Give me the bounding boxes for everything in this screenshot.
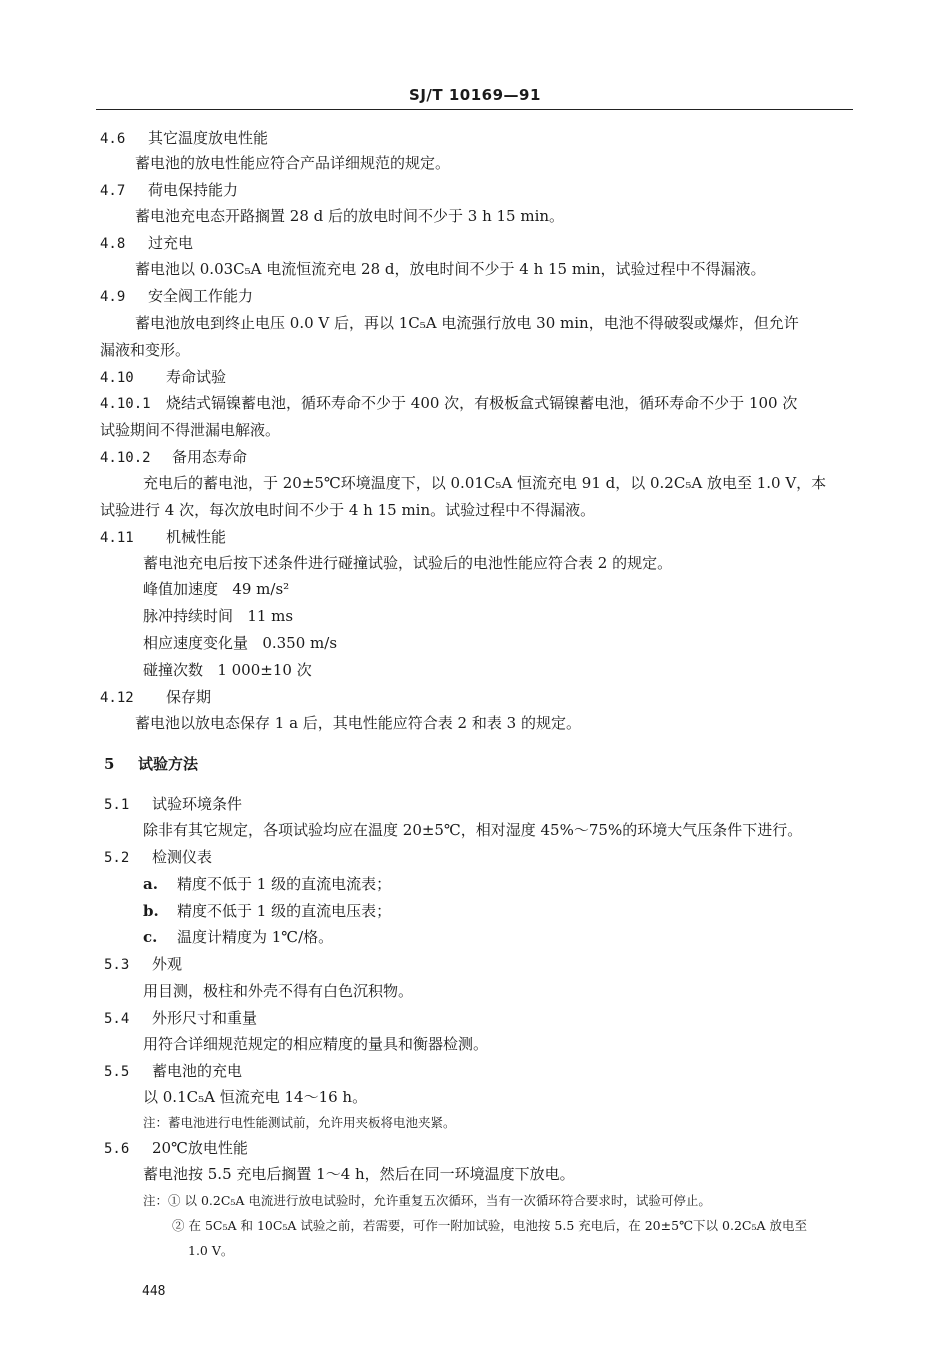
section-4-8-heading: [100, 232, 193, 255]
section-title: 20℃放电性能: [152, 1139, 248, 1157]
section-body: 烧结式镉镍蓄电池，循环寿命不少于 400 次，有极板盒式镉镍蓄电池，循环寿命不少于 100 次: [166, 394, 798, 412]
section-number: 5.6: [104, 1141, 130, 1157]
section-4-12-heading: [100, 686, 211, 709]
section-title: 备用态寿命: [172, 448, 248, 466]
param-value: 0.350 m/s: [262, 634, 338, 652]
section-number: 4.12: [100, 690, 134, 706]
section-number: 4.10.2: [100, 450, 151, 466]
section-5-6-heading: [104, 1137, 248, 1160]
section-4-12-body: 蓄电池以放电态保存 1 a 后，其电性能应符合表 2 和表 3 的规定。: [135, 714, 581, 732]
list-text: 精度不低于 1 级的直流电压表；: [177, 902, 392, 920]
section-title: 过充电: [148, 234, 194, 252]
section-number: 5.2: [104, 850, 130, 866]
page-number: 448: [142, 1284, 166, 1299]
section-4-11-body: 蓄电池充电后按下述条件进行碰撞试验，试验后的电池性能应符合表 2 的规定。: [143, 554, 673, 572]
list-label: b.: [143, 902, 159, 920]
section-4-10-2-body-line1: 充电后的蓄电池，于 20±5℃环境温度下，以 0.01C₅A 恒流充电 91 d，以 0.2C₅A 放电至 1.0 V，本: [143, 474, 827, 492]
section-4-9-body-line1: 蓄电池放电到终止电压 0.0 V 后，再以 1C₅A 电流强行放电 30 min，电池不得破裂或爆炸，但允许: [135, 314, 799, 332]
param-label: 脉冲持续时间: [143, 607, 234, 625]
section-number: 4.9: [100, 289, 126, 305]
section-4-10-1-line2: 试验期间不得泄漏电解液。: [100, 421, 281, 439]
list-label: a.: [143, 875, 158, 893]
list-item: [143, 873, 391, 895]
param-value: 11 ms: [247, 607, 294, 625]
section-5-6-note-2: ② 在 5C₅A 和 10C₅A 试验之前，若需要，可作一附加试验，电池按 5.5 充电后，在 20±5℃下以 0.2C₅A 放电至: [172, 1218, 807, 1233]
section-title: 荷电保持能力: [148, 181, 239, 199]
param-label: 相应速度变化量: [143, 634, 249, 652]
section-4-10-2-heading: [100, 446, 247, 469]
section-title: 蓄电池的充电: [152, 1062, 243, 1080]
list-item: [143, 926, 333, 948]
section-5-4-heading: [104, 1007, 257, 1030]
section-title: 安全阀工作能力: [148, 287, 254, 305]
section-4-6-body: 蓄电池的放电性能应符合产品详细规范的规定。: [135, 154, 451, 172]
section-4-7-body: 蓄电池充电态开路搁置 28 d 后的放电时间不少于 3 h 15 min。: [135, 207, 565, 225]
section-number: 4.7: [100, 183, 126, 199]
section-title: 机械性能: [166, 528, 227, 546]
list-item: [143, 900, 391, 922]
section-number: 4.6: [100, 131, 126, 147]
section-5-6-body: 蓄电池按 5.5 充电后搁置 1～4 h，然后在同一环境温度下放电。: [143, 1165, 575, 1183]
section-number: 5.5: [104, 1064, 130, 1080]
section-title: 寿命试验: [166, 368, 227, 386]
section-4-10-2-body-line2: 试验进行 4 次，每次放电时间不少于 4 h 15 min。试验过程中不得漏液。: [100, 501, 596, 519]
param-row: [143, 659, 312, 681]
list-text: 精度不低于 1 级的直流电流表；: [177, 875, 392, 893]
section-5-3-heading: [104, 953, 182, 976]
section-5-heading: [104, 753, 198, 775]
list-label: c.: [143, 928, 158, 946]
list-text: 温度计精度为 1℃/格。: [177, 928, 334, 946]
section-4-9-heading: [100, 285, 253, 308]
section-title: 检测仪表: [152, 848, 213, 866]
section-5-3-body: 用目测，极柱和外壳不得有白色沉积物。: [143, 982, 414, 1000]
section-4-10-heading: [100, 366, 226, 389]
section-4-11-heading: [100, 526, 226, 549]
section-5-5-note: 注：蓄电池进行电性能测试前，允许用夹板将电池夹紧。: [143, 1115, 456, 1130]
section-5-4-body: 用符合详细规范规定的相应精度的量具和衡器检测。: [143, 1035, 489, 1053]
section-5-1-heading: [104, 793, 242, 816]
param-value: 1 000±10 次: [217, 661, 312, 679]
section-title: 外形尺寸和重量: [152, 1009, 258, 1027]
param-label: 碰撞次数: [143, 661, 204, 679]
section-number: 4.10.1: [100, 396, 151, 412]
section-title: 保存期: [166, 688, 212, 706]
section-4-10-1-line1: [100, 392, 797, 415]
param-label: 峰值加速度: [143, 580, 219, 598]
section-number: 4.11: [100, 530, 134, 546]
section-title: 外观: [152, 955, 183, 973]
section-4-9-body-line2: 漏液和变形。: [100, 341, 191, 359]
section-4-6-heading: [100, 127, 268, 150]
section-title: 试验环境条件: [152, 795, 243, 813]
param-row: [143, 632, 337, 654]
section-5-6-note-2-cont: 1.0 V。: [188, 1243, 234, 1258]
section-number: 5: [104, 755, 115, 773]
param-row: [143, 578, 289, 600]
section-5-1-body: 除非有其它规定，各项试验均应在温度 20±5℃，相对湿度 45%～75%的环境大气压条件下进行。: [143, 821, 803, 839]
section-4-8-body: 蓄电池以 0.03C₅A 电流恒流充电 28 d，放电时间不少于 4 h 15 min，试验过程中不得漏液。: [135, 260, 766, 278]
section-5-5-body: 以 0.1C₅A 恒流充电 14～16 h。: [143, 1088, 368, 1106]
section-number: 4.10: [100, 370, 134, 386]
section-number: 5.1: [104, 797, 130, 813]
param-row: [143, 605, 293, 627]
section-number: 5.3: [104, 957, 130, 973]
section-number: 5.4: [104, 1011, 130, 1027]
standard-code-header: SJ/T 10169—91: [409, 86, 541, 104]
header-rule: [96, 109, 853, 110]
section-5-5-heading: [104, 1060, 242, 1083]
section-5-6-note-1: 注：① 以 0.2C₅A 电流进行放电试验时，允许重复五次循环，当有一次循环符合要求时，试验可停止。: [143, 1193, 711, 1208]
section-5-2-heading: [104, 846, 212, 869]
section-number: 4.8: [100, 236, 126, 252]
section-title: 试验方法: [138, 755, 199, 773]
param-value: 49 m/s²: [232, 580, 290, 598]
section-title: 其它温度放电性能: [148, 129, 269, 147]
section-4-7-heading: [100, 179, 238, 202]
